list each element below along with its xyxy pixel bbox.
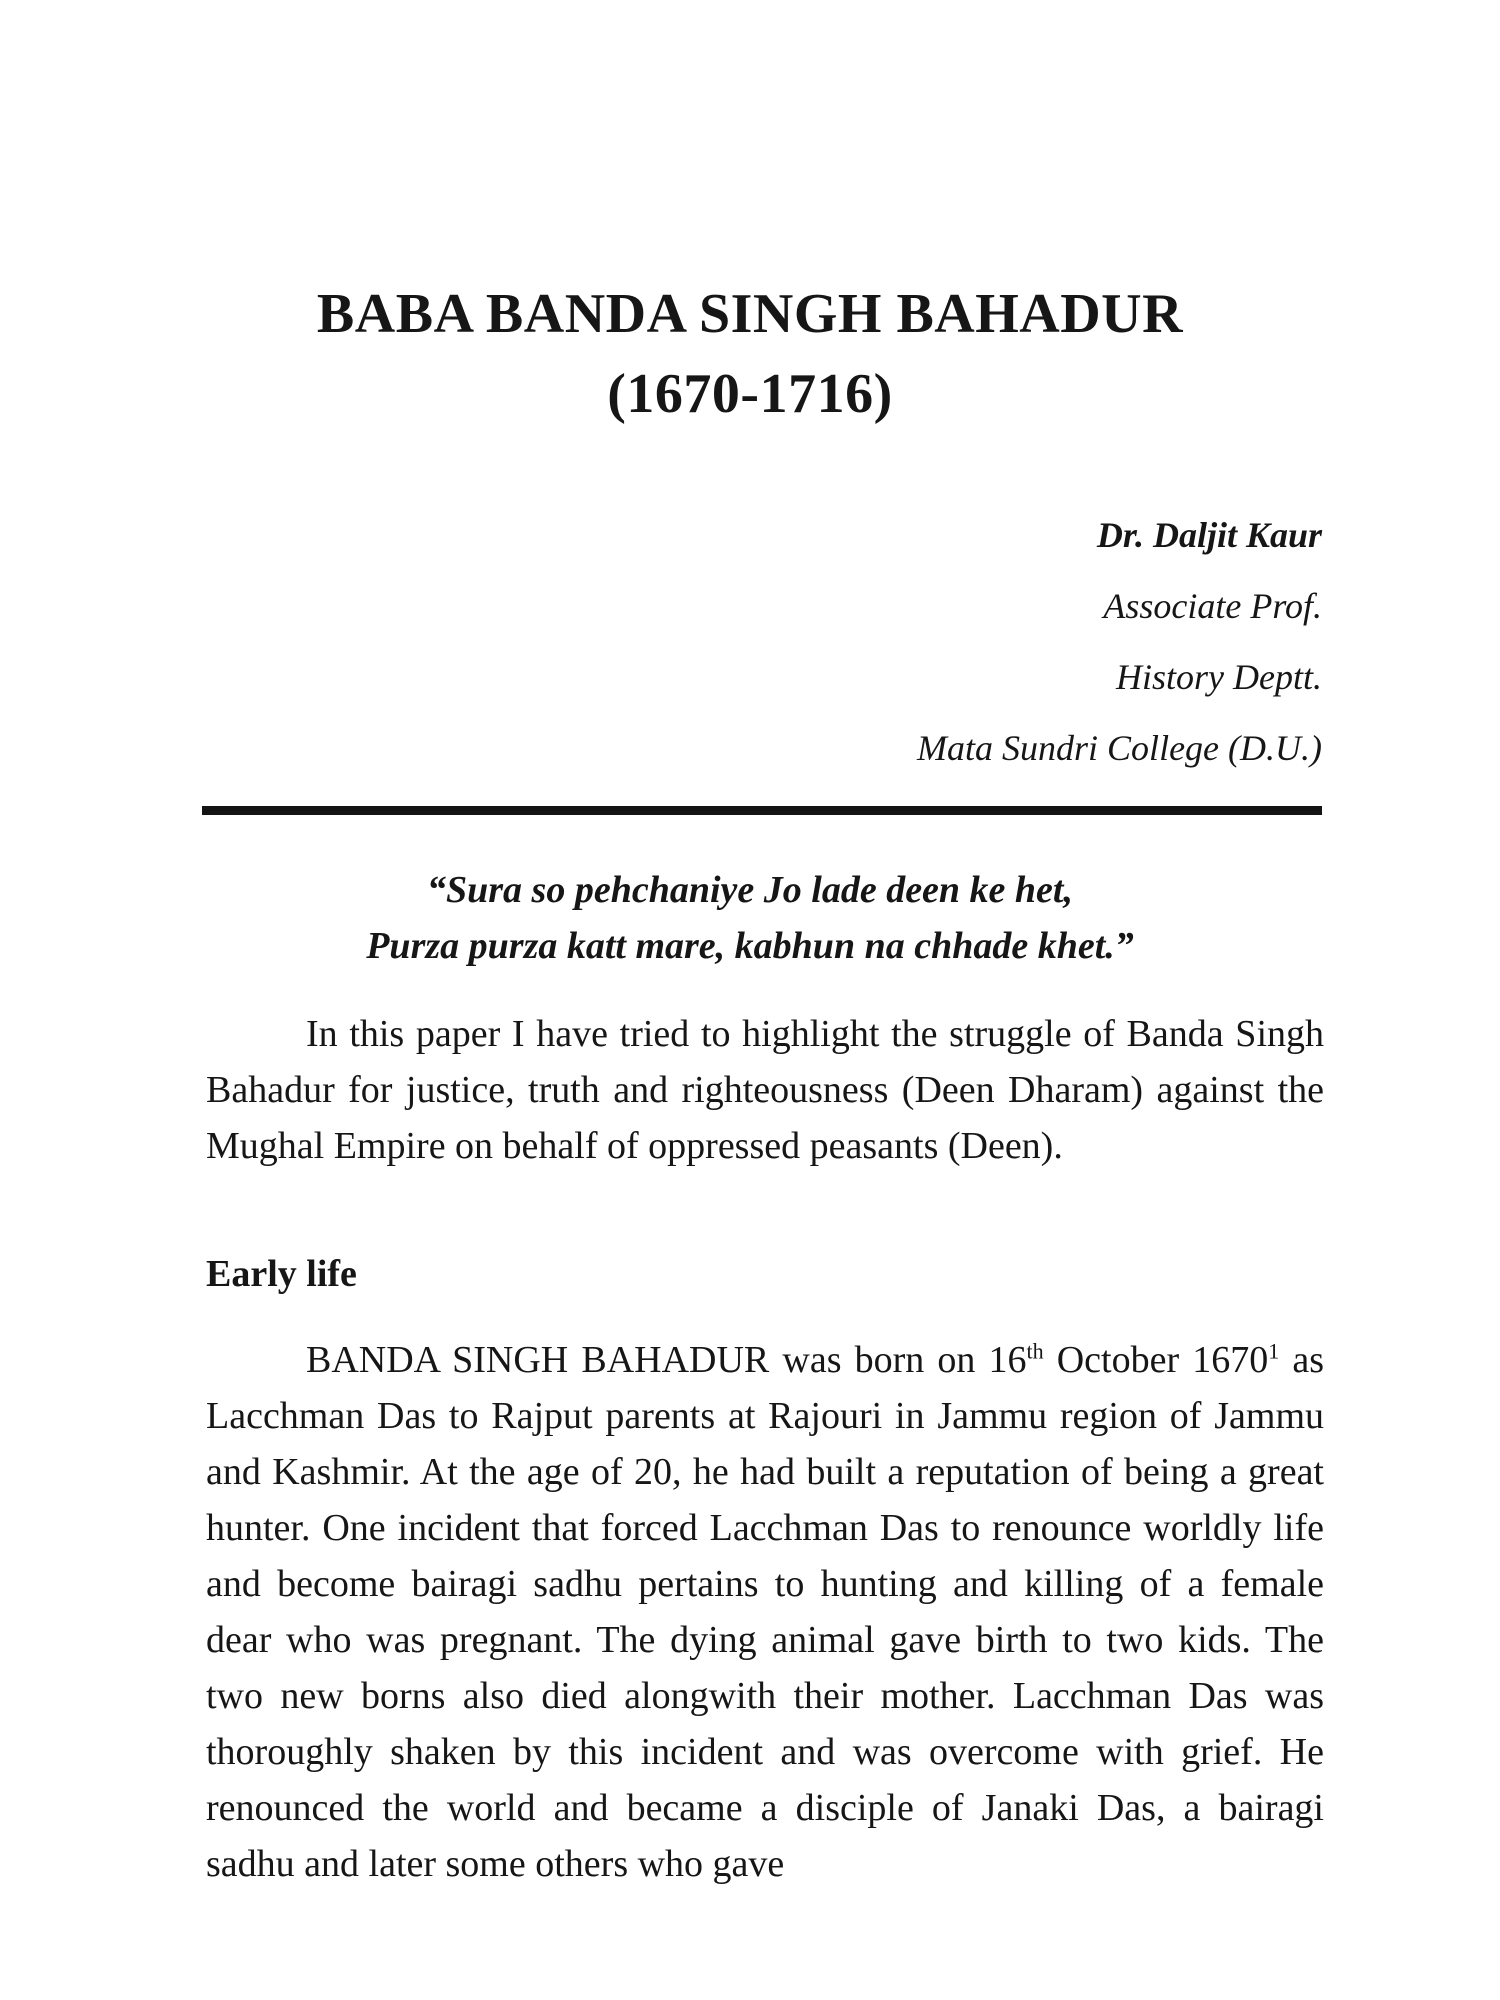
author-name: Dr. Daljit Kaur	[1096, 515, 1322, 555]
paragraph-text-3: as Lacchman Das to Rajput parents at Rajouri in Jammu region of Jammu and Kashmir. At the age of 20, he had built a reputation of being a great hunter. One incident that forced Lacchman Das to renounce worldly life and become bairagi sadhu pertains to hunting and killing of a female dear who was pregnant. The dying animal gave birth to two kids. The two new borns also died alongwith their mother. Lacchman Das was thoroughly shaken by this incident and was overcome with grief. He renounced the world and became a disciple of Janaki Das, a bairagi sadhu and later some others who gave	[206, 1339, 1325, 1885]
paragraph-text-2: October 1670	[1043, 1339, 1269, 1381]
ordinal-suffix: th	[1026, 1338, 1044, 1364]
article-dates: (1670-1716)	[607, 363, 893, 425]
author-position: Associate Prof.	[1103, 586, 1322, 626]
intro-paragraph: In this paper I have tried to highlight the struggle of Banda Singh Bahadur for justice, truth and righteousness (Deen Dharam) against the Mughal Empire on behalf of oppressed peasants (Deen).	[206, 1013, 1324, 1167]
section-heading: Early life	[206, 1253, 357, 1295]
article-title: BABA BANDA SINGH BAHADUR	[316, 283, 1184, 345]
epigraph-line-2: Purza purza katt mare, kabhun na chhade khet.”	[366, 925, 1134, 967]
author-block	[917, 500, 1322, 784]
footnote-ref: 1	[1268, 1338, 1280, 1364]
early-life-paragraph	[206, 1332, 1324, 1892]
paragraph-text-1: BANDA SINGH BAHADUR was born on 16	[306, 1339, 1027, 1381]
epigraph-line-1: “Sura so pehchaniye Jo lade deen ke het,	[427, 869, 1073, 911]
author-institution: Mata Sundri College (D.U.)	[917, 728, 1322, 768]
author-department: History Deptt.	[1116, 657, 1322, 697]
horizontal-rule	[202, 806, 1322, 815]
epigraph	[0, 862, 1500, 974]
